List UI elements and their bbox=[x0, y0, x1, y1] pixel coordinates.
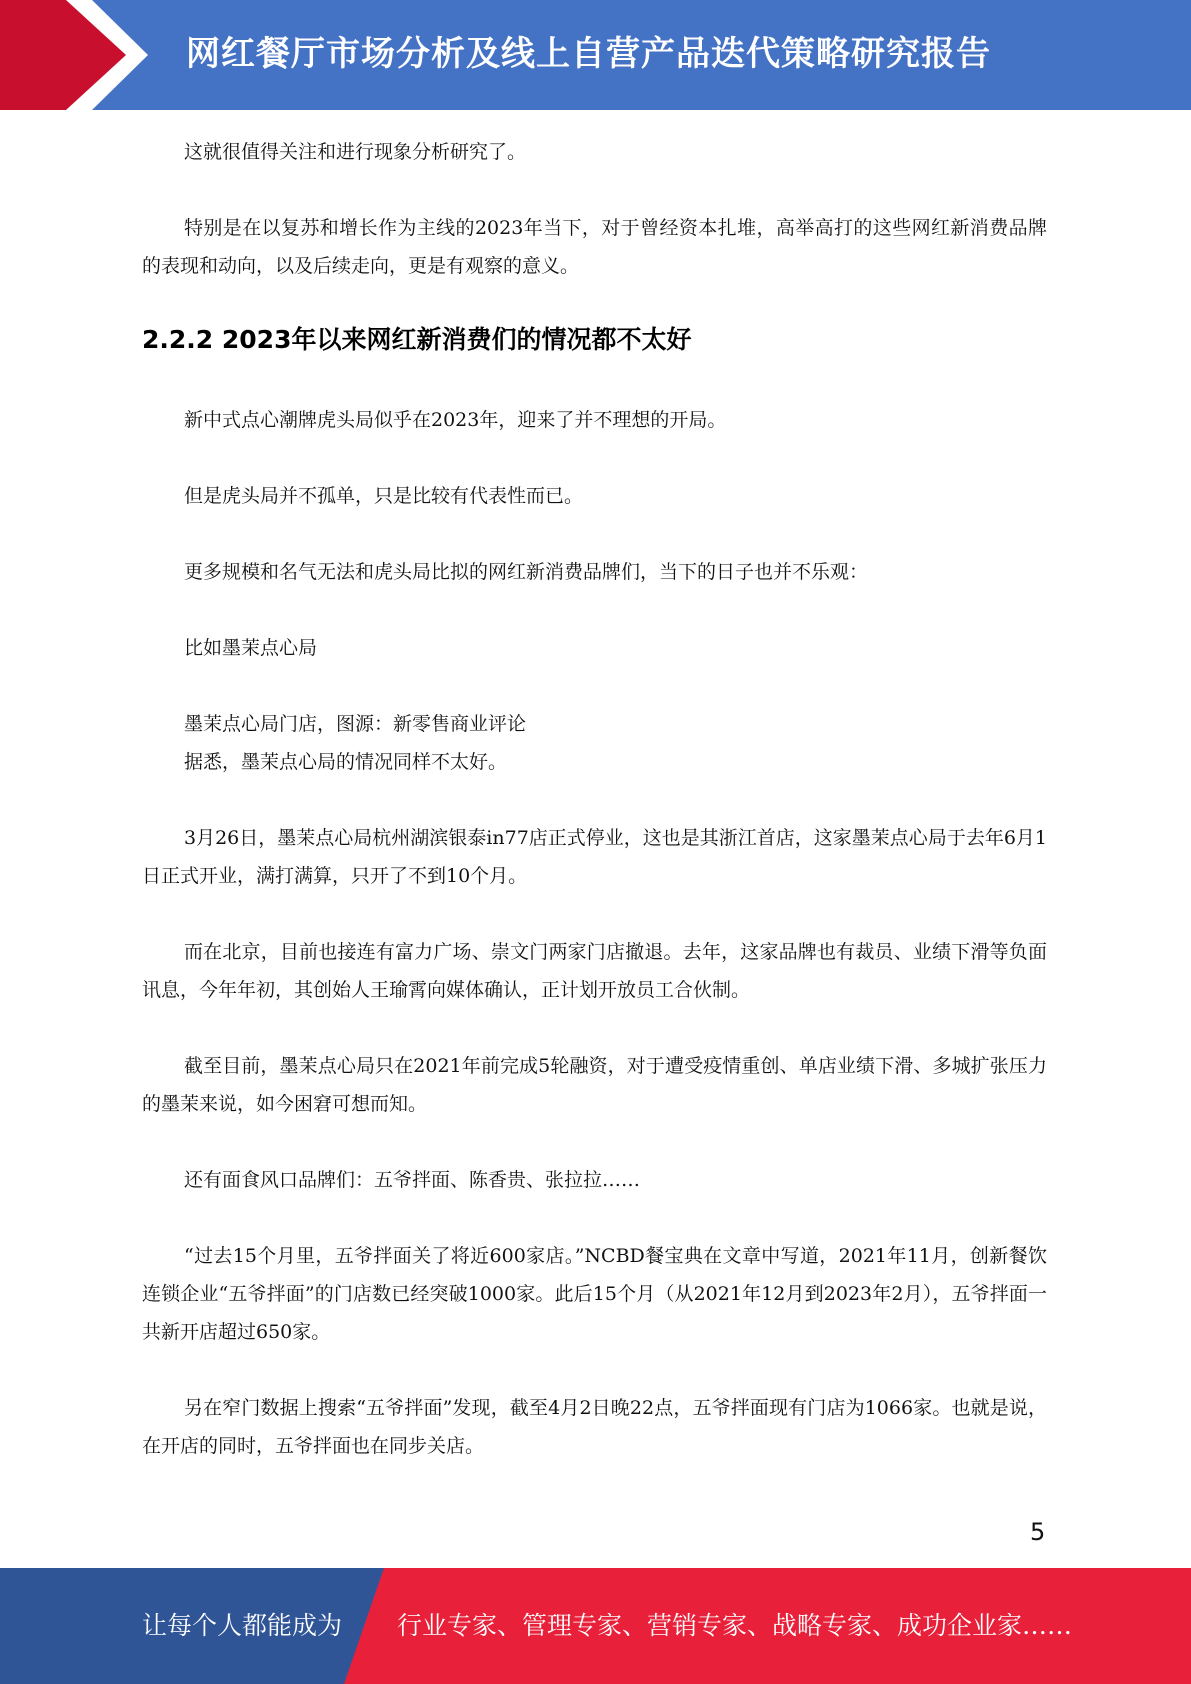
body-paragraph: 比如墨茉点心局 bbox=[184, 637, 318, 659]
footer-slogan-left: 让每个人都能成为 bbox=[142, 1611, 343, 1640]
body-paragraph: 据悉，墨茉点心局的情况同样不太好。 bbox=[184, 751, 508, 773]
body-paragraph: 截至目前，墨茉点心局只在2021年前完成5轮融资，对于遭受疫情重创、单店业绩下滑、多城扩张压力的墨茉来说，如今困窘可想而知。 bbox=[142, 1055, 1047, 1115]
body-paragraph: 还有面食风口品牌们：五爷拌面、陈香贵、张拉拉…… bbox=[184, 1169, 641, 1191]
image-caption: 墨茉点心局门店，图源：新零售商业评论 bbox=[184, 713, 527, 735]
body-paragraph: “过去15个月里，五爷拌面关了将近600家店。”NCBD餐宝典在文章中写道，2021年11月，创新餐饮连锁企业“五爷拌面”的门店数已经突破1000家。此后15个月（从2021年12月到2023年2月），五爷拌面一共新开店超过650家。 bbox=[142, 1245, 1047, 1343]
body-paragraph: 3月26日，墨茉点心局杭州湖滨银泰in77店正式停业，这也是其浙江首店，这家墨茉点心局于去年6月1日正式开业，满打满算，只开了不到10个月。 bbox=[142, 827, 1047, 887]
body-paragraph: 这就很值得关注和进行现象分析研究了。 bbox=[184, 141, 527, 163]
body-paragraph: 更多规模和名气无法和虎头局比拟的网红新消费品牌们，当下的日子也并不乐观： bbox=[184, 561, 869, 583]
page-number: 5 bbox=[1030, 1518, 1046, 1546]
body-paragraph: 另在窄门数据上搜索“五爷拌面”发现，截至4月2日晚22点，五爷拌面现有门店为1066家。也就是说，在开店的同时，五爷拌面也在同步关店。 bbox=[142, 1397, 1047, 1457]
body-paragraph: 而在北京，目前也接连有富力广场、崇文门两家门店撤退。去年，这家品牌也有裁员、业绩下滑等负面讯息，今年年初，其创始人王瑜霄向媒体确认，正计划开放员工合伙制。 bbox=[142, 941, 1047, 1001]
body-paragraph: 特别是在以复苏和增长作为主线的2023年当下，对于曾经资本扎堆，高举高打的这些网红新消费品牌的表现和动向，以及后续走向，更是有观察的意义。 bbox=[142, 217, 1047, 277]
report-title: 网红餐厅市场分析及线上自营产品迭代策略研究报告 bbox=[186, 34, 991, 74]
body-paragraph: 新中式点心潮牌虎头局似乎在2023年，迎来了并不理想的开局。 bbox=[184, 409, 727, 431]
page-footer bbox=[0, 1568, 1191, 1684]
section-heading: 2.2.2 2023年以来网红新消费们的情况都不太好 bbox=[142, 325, 692, 354]
page-header bbox=[0, 0, 1191, 110]
body-paragraph: 但是虎头局并不孤单，只是比较有代表性而已。 bbox=[184, 485, 584, 507]
footer-slogan-right: 行业专家、管理专家、营销专家、战略专家、成功企业家…… bbox=[397, 1611, 1073, 1640]
